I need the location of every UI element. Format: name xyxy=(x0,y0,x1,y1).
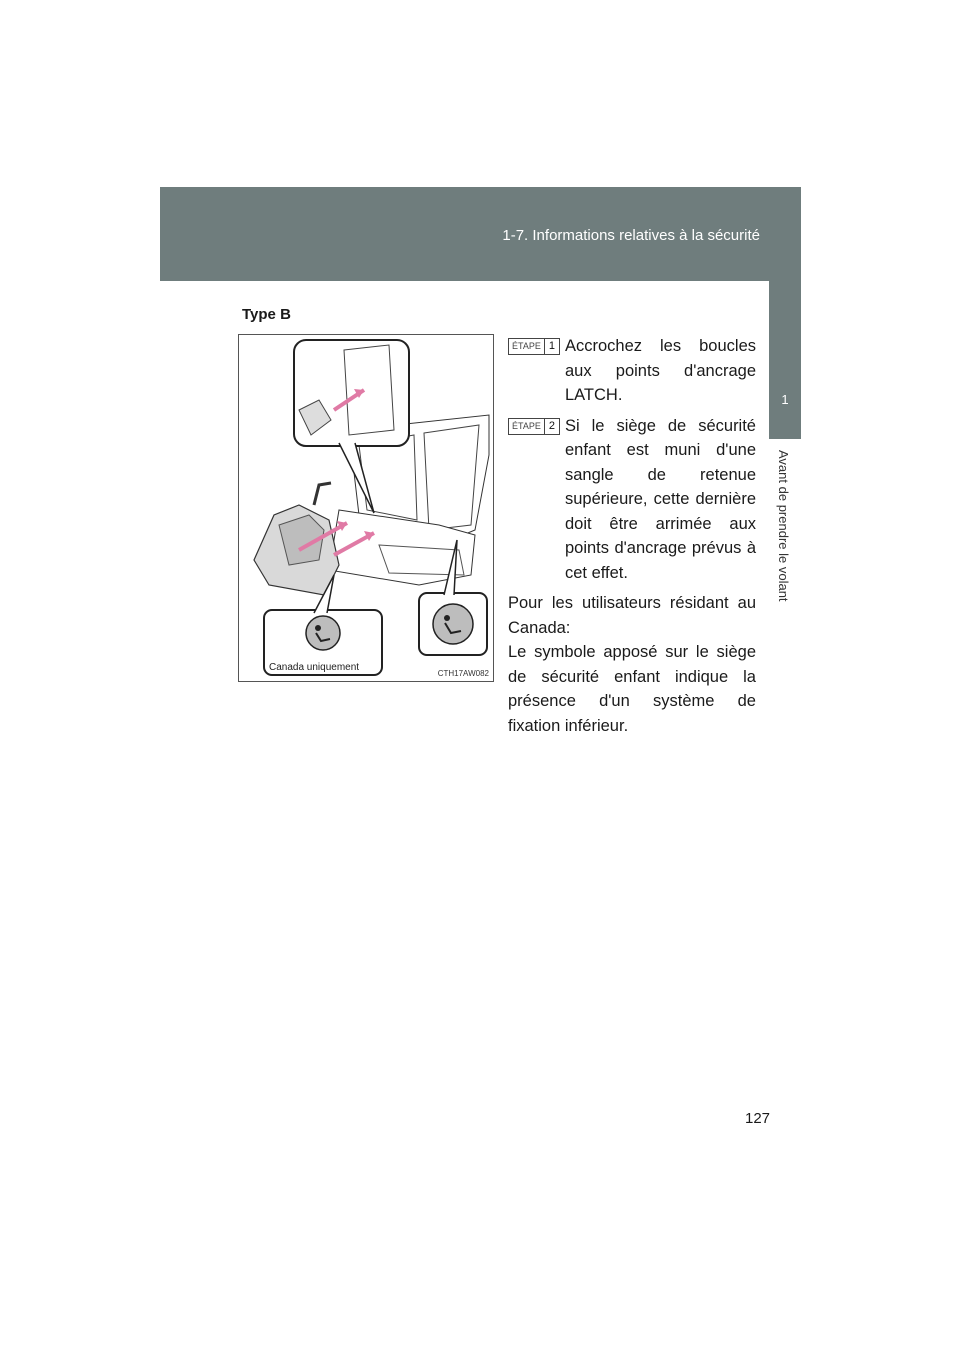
step-2-text: Si le siège de sécurité enfant est muni d'une sangle de retenue supérieure, cette dernière doit être arrimée aux points d'ancrage prévus à cet effet. xyxy=(564,416,756,582)
figure-code: CTH17AW082 xyxy=(437,669,489,678)
step-2 xyxy=(508,414,756,586)
step-2-number: 2 xyxy=(544,419,559,434)
chapter-number: 1 xyxy=(781,392,789,407)
step-1-tag-label: ÉTAPE xyxy=(512,341,541,351)
page-header xyxy=(160,187,800,281)
illustration-drawing xyxy=(239,335,493,681)
instructions xyxy=(508,334,756,738)
child-seat-illustration xyxy=(238,334,494,682)
chapter-label: Avant de prendre le volant xyxy=(776,450,791,602)
canada-note-heading: Pour les utilisateurs résidant au Canada: xyxy=(508,594,756,637)
canada-note-body: Le symbole apposé sur le siège de sécurité enfant indique la présence d'un système de fixation inférieur. xyxy=(508,643,756,735)
step-2-tag xyxy=(508,418,560,435)
page-number: 127 xyxy=(745,1110,771,1127)
figure-caption: Canada uniquement xyxy=(269,662,360,673)
step-1-tag xyxy=(508,338,560,355)
step-1 xyxy=(508,334,756,408)
header-title: 1-7. Informations relatives à la sécurité xyxy=(502,227,760,244)
step-1-text: Accrochez les boucles aux points d'ancrage LATCH. xyxy=(564,337,756,404)
step-2-tag-label: ÉTAPE xyxy=(512,420,541,431)
step-1-number: 1 xyxy=(544,339,559,354)
section-title: Type B xyxy=(242,306,291,323)
